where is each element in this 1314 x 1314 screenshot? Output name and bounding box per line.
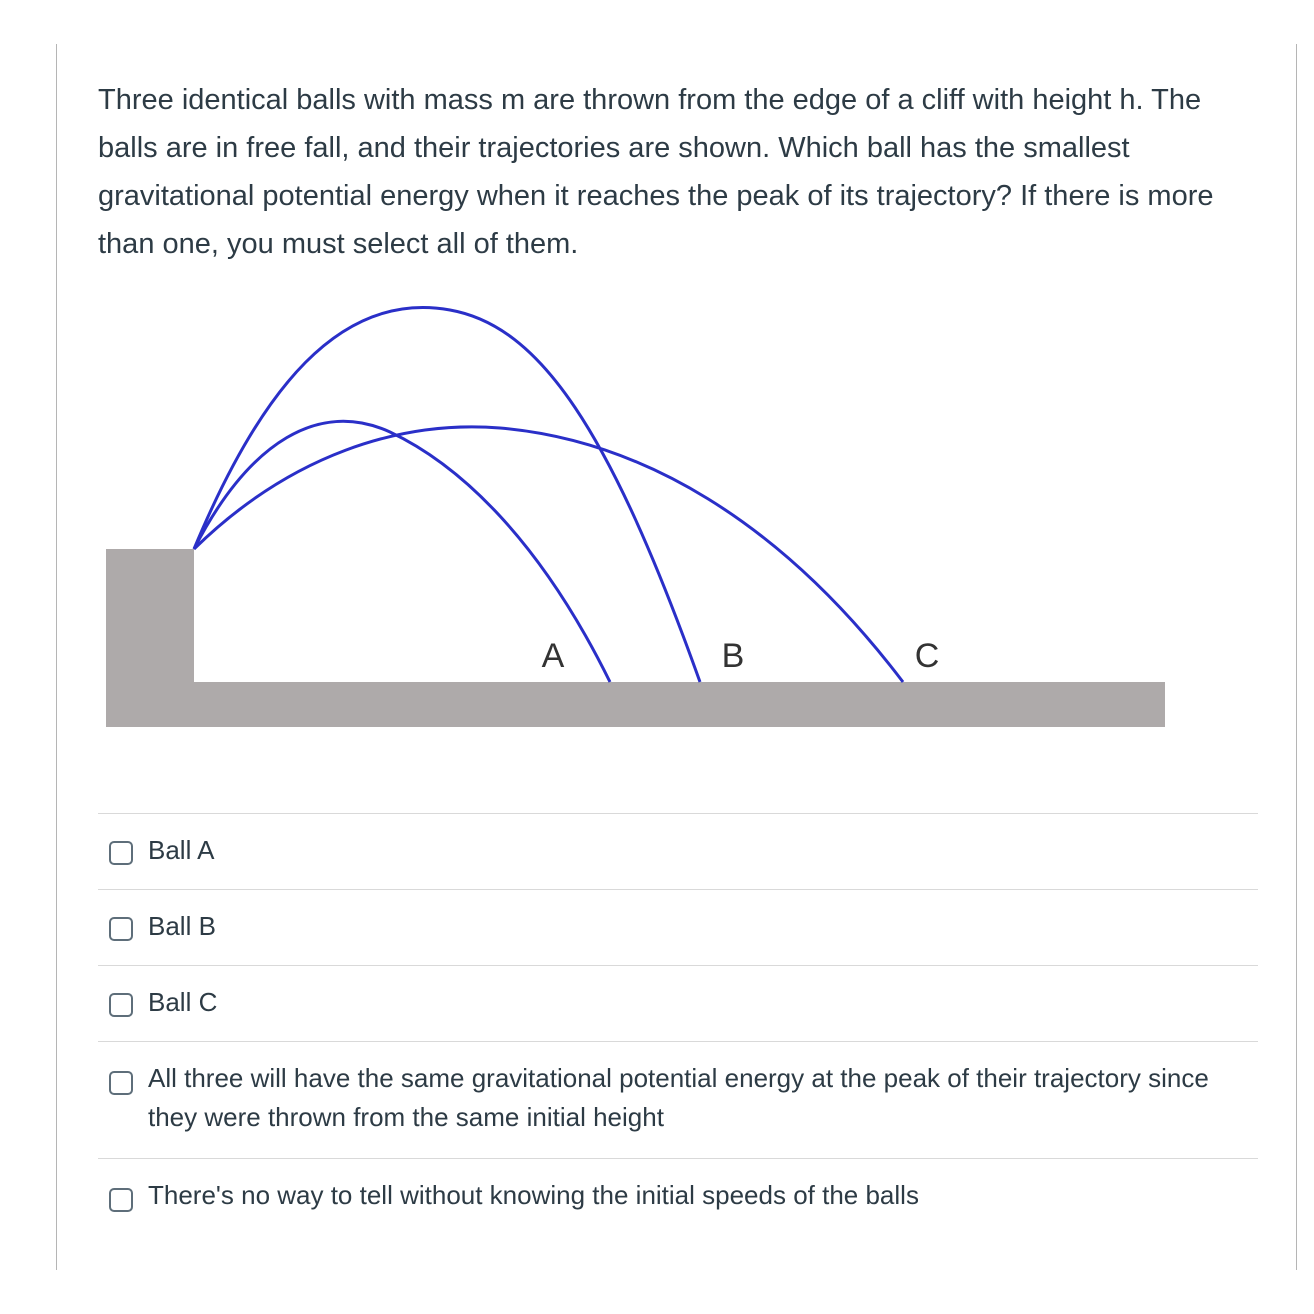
- trajectory-label-c: C: [914, 637, 940, 675]
- checkbox-unchecked-icon[interactable]: [109, 841, 133, 865]
- answer-label: Ball A: [148, 835, 215, 865]
- ground: [106, 682, 1165, 727]
- answer-option-ball-a[interactable]: [98, 813, 1258, 889]
- answer-option-all-same[interactable]: [98, 1041, 1258, 1158]
- answer-label: Ball C: [148, 987, 218, 1017]
- answer-option-ball-c[interactable]: [98, 965, 1258, 1041]
- trajectory-label-a: A: [541, 637, 565, 675]
- answer-label: All three will have the same gravitational potential energy at the peak of their trajectory since they were thrown from the same initial height: [148, 1063, 1209, 1132]
- checkbox-unchecked-icon[interactable]: [109, 1071, 133, 1095]
- answer-option-no-way-to-tell[interactable]: [98, 1158, 1258, 1229]
- trajectory-b: [194, 307, 700, 682]
- answer-label: Ball B: [148, 911, 216, 941]
- trajectory-label-b: B: [721, 637, 745, 675]
- answer-option-ball-b[interactable]: [98, 889, 1258, 965]
- checkbox-unchecked-icon[interactable]: [109, 917, 133, 941]
- question-text: Three identical balls with mass m are thrown from the edge of a cliff with height h. The balls are in free fall, and their trajectories are shown. Which ball has the smallest gravitational potential energy when it reaches the peak of its trajectory? If there is more than one, you must select all of them.: [98, 84, 1214, 260]
- answer-label: There's no way to tell without knowing the initial speeds of the balls: [148, 1180, 919, 1210]
- checkbox-unchecked-icon[interactable]: [109, 993, 133, 1017]
- answer-list: [98, 813, 1258, 1229]
- checkbox-unchecked-icon[interactable]: [109, 1188, 133, 1212]
